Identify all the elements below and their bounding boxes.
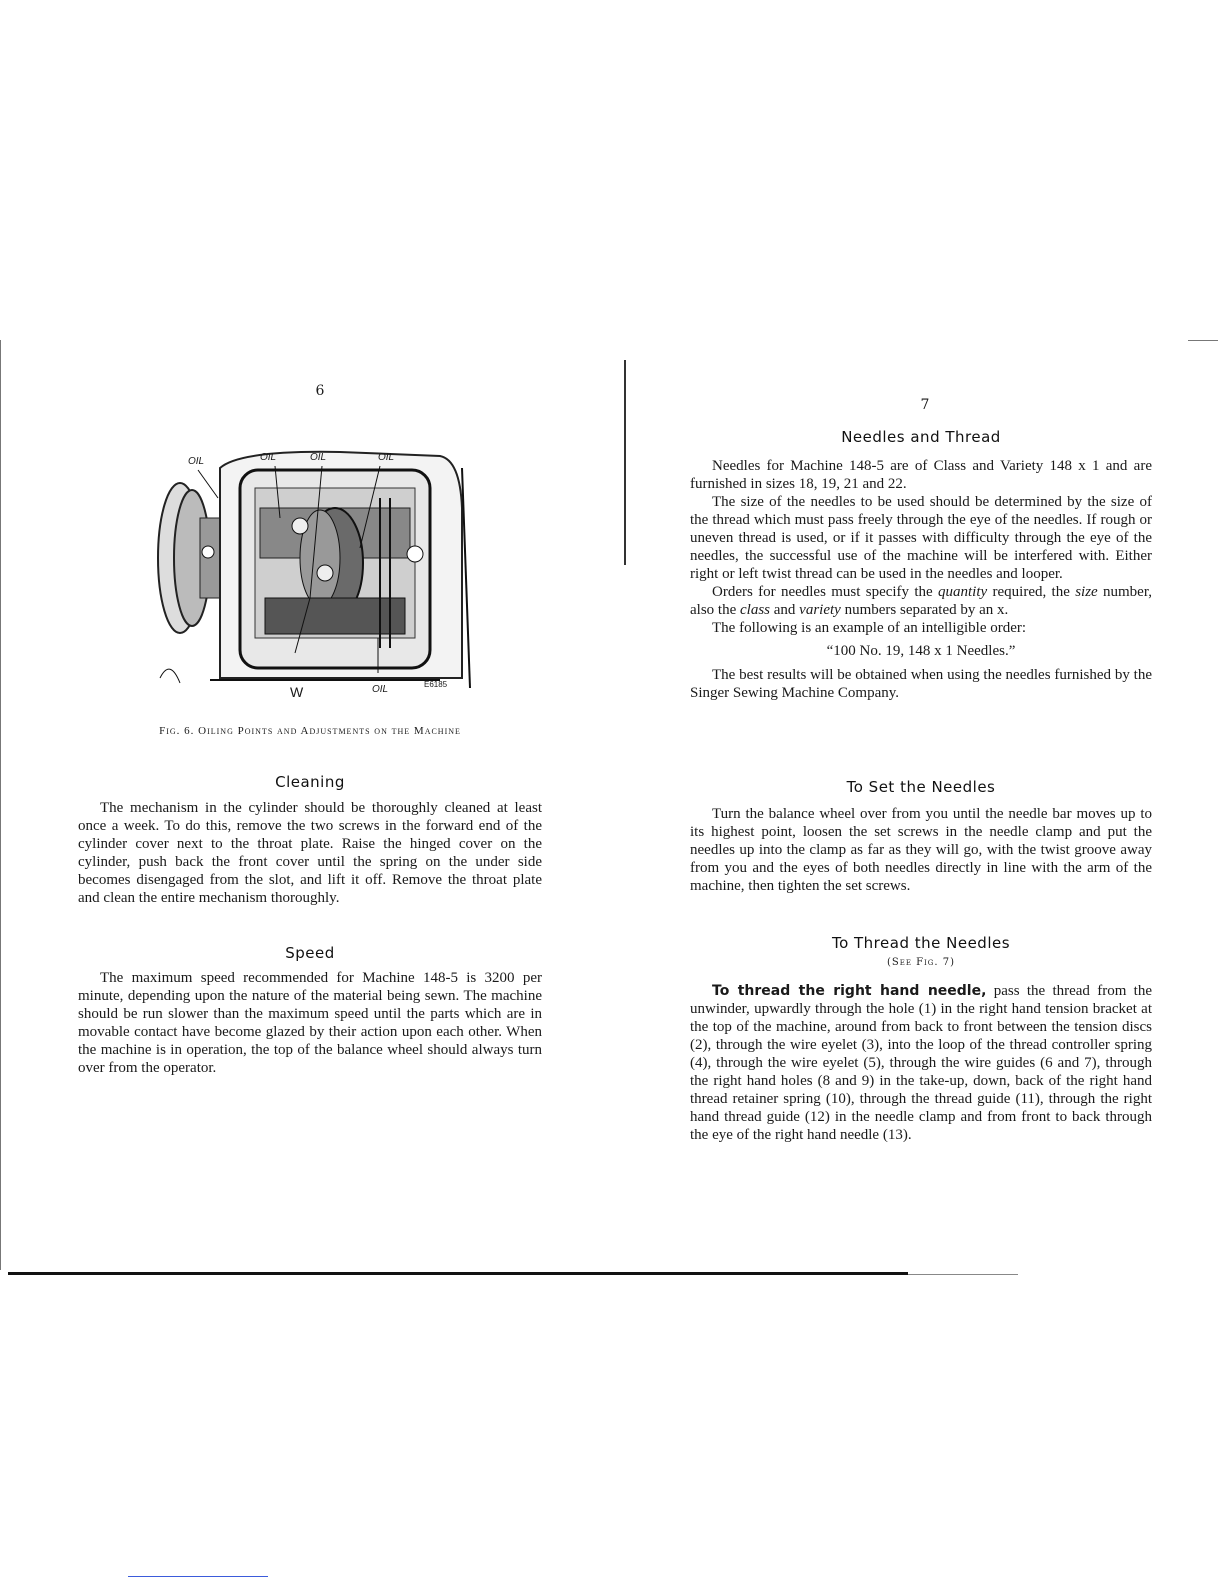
oil-label-3: OIL: [310, 452, 327, 463]
needles-thread-section: [690, 457, 1152, 702]
oil-label-2: OIL: [260, 452, 277, 463]
needles-p5: The best results will be obtained when using the needles furnished by the Singer Sewing Machine Company.: [690, 667, 1152, 701]
needles-p1: Needles for Machine 148-5 are of Class and Variety 148 x 1 and are furnished in sizes 18, 19, 21 and 22.: [690, 458, 1152, 492]
oil-label-4: OIL: [378, 452, 395, 463]
figure-code: E6185: [424, 680, 448, 689]
w-label: W: [290, 684, 304, 700]
page-number-right: 7: [920, 397, 930, 413]
machine-illustration: [140, 448, 480, 708]
thread-needles-heading: To Thread the Needles: [831, 934, 1011, 952]
speed-paragraph: The maximum speed recommended for Machine 148-5 is 3200 per minute, depending upon the nature of the material being sewn. The machine should be run slower than the maximum speed until the parts which are in movable contact have become glazed by their action upon each other. When the machine is in operation, the top of the balance wheel should always turn over from the operator.: [78, 970, 542, 1076]
oil-label-1: OIL: [188, 456, 205, 467]
set-needles-heading: To Set the Needles: [846, 778, 996, 796]
figure-caption: Fig. 6. Oiling Points and Adjustments on the Machine: [159, 725, 461, 737]
thread-needles-text: pass the thread from the unwinder, upwardly through the hole (1) in the right hand tension bracket at the top of the machine, around from back to front between the tension discs (2), through the wire eyelet (3), into the loop of the thread controller spring (4), through the wire eyelet (5), through the wire guides (6 and 7), through the right hand holes (8 and 9) in the take-up, down, back of the right hand thread retainer spring (10), through the thread guide (11), through the right hand thread guide (12) in the needle clamp and from front to back through the eye of the right hand needle (13).: [690, 983, 1152, 1143]
needles-p4: The following is an example of an intelligible order:: [712, 620, 1027, 636]
thread-needles-lead: To thread the right hand needle,: [712, 983, 987, 999]
order-example: “100 No. 19, 148 x 1 Needles.”: [826, 643, 1016, 659]
needles-p2: The size of the needles to be used should be determined by the size of the thread which must pass freely through the eye of the needles. If rough or uneven thread is used, or if it passes with difficulty through the eye of the needles, the successful use of the machine will be interfered with. Either right or left twist thread can be used in the needles and looper.: [690, 494, 1152, 582]
speed-heading: Speed: [285, 944, 335, 962]
bottom-rule-tail: [908, 1274, 1018, 1275]
bottom-link-underline: [128, 1576, 268, 1577]
thread-needles-paragraph: [690, 982, 1152, 1144]
left-scan-edge: [0, 340, 1, 1270]
machine-figure: [140, 448, 480, 708]
bottom-rule: [8, 1272, 908, 1275]
oil-label-5: OIL: [372, 684, 389, 695]
right-scan-mark: [1188, 340, 1218, 341]
needles-p3: Orders for needles must specify the quantity required, the size number, also the class and variety numbers separated by an x.: [690, 584, 1152, 618]
set-needles-paragraph: Turn the balance wheel over from you until the needle bar moves up to its highest point, loosen the set screws in the needle clamp and put the needles up into the clamp as far as they will go, with the twist groove away from you and the eyes of both needles directly in line with the arm of the machine, then tighten the set screws.: [690, 806, 1152, 894]
cleaning-paragraph: The mechanism in the cylinder should be thoroughly cleaned at least once a week. To do this, remove the two screws in the forward end of the cylinder cover next to the throat plate. Raise the hinged cover on the cylinder, push back the front cover until the spring on the under side becomes disengaged from the slot, and lift it off. Remove the throat plate and clean the entire mechanism thoroughly.: [78, 800, 542, 906]
page-number-left: 6: [315, 383, 325, 399]
thread-needles-subheading: (See Fig. 7): [886, 957, 956, 968]
cleaning-heading: Cleaning: [275, 773, 345, 791]
book-spine: [624, 360, 626, 565]
needles-thread-heading: Needles and Thread: [841, 428, 1001, 446]
